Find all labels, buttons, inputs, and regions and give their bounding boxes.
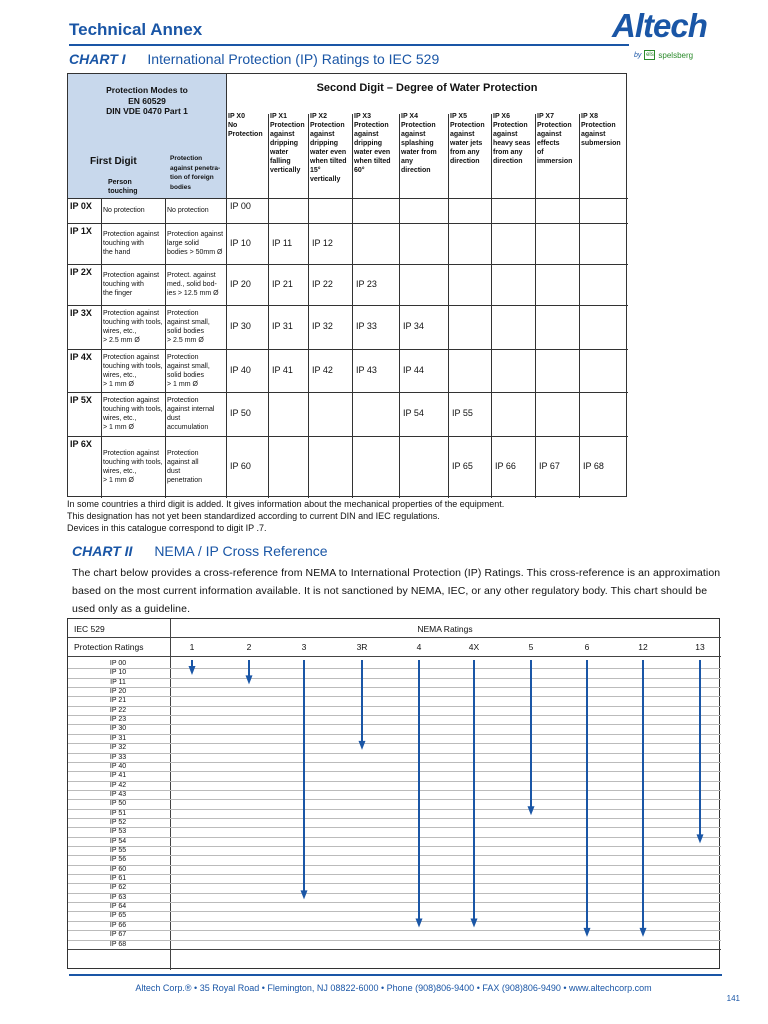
ip-code-cell: IP 40 bbox=[230, 364, 251, 375]
grid-hline bbox=[68, 264, 628, 265]
foreign-body-protection-text: Protection against internal dust accumulation bbox=[167, 397, 215, 431]
ip-rating-row-label: IP 00 bbox=[109, 660, 127, 667]
note-line: In some countries a third digit is added. It gives information about the mechanical properties of the equipment. bbox=[67, 499, 505, 509]
ip-code-cell: IP 21 bbox=[272, 278, 293, 289]
ip-rating-row-label: IP 66 bbox=[109, 921, 127, 929]
ip-code-cell: IP 30 bbox=[230, 321, 251, 331]
person-protection-text: Protection against touching with the finger bbox=[103, 272, 160, 297]
arrow-head bbox=[301, 890, 308, 899]
nema-rating-header: 6 bbox=[584, 642, 590, 652]
grid-vline bbox=[165, 198, 166, 498]
second-digit-column-header: IP X1 Protection against dripping water falling vertically bbox=[270, 113, 305, 174]
ip-rating-row-label: IP 63 bbox=[109, 893, 127, 901]
grid-vline bbox=[448, 114, 449, 498]
altech-logo-text: Altech bbox=[612, 7, 707, 44]
nema-6-arrow bbox=[584, 660, 591, 937]
chart2-intro: The chart below provides a cross-reference from NEMA to International Protection (IP) Ratings. This cross-reference is an approximation based on the most current information available. It is not sanctioned by NEMA, IEC, or any other regulatory body. This chart should be used only as a guideline. bbox=[72, 567, 721, 615]
footer-rule bbox=[69, 974, 722, 976]
second-digit-column-header: IP X6 Protection against heavy seas from any direction bbox=[493, 113, 531, 165]
header-rule bbox=[69, 44, 629, 46]
foreign-body-protection-text: Protection against small, solid bodies > 1 mm Ø bbox=[167, 353, 210, 388]
ip-rating-row-label: IP 21 bbox=[109, 697, 127, 705]
person-protection-text: Protection against touching with the hand bbox=[103, 231, 160, 256]
nema-rating-header: 2 bbox=[246, 642, 252, 652]
second-digit-heading: Second Digit – Degree of Water Protection bbox=[316, 82, 538, 94]
second-digit-column-header: IP X8 Protection against submersion bbox=[581, 113, 621, 147]
first-digit-row-label: IP 3X bbox=[70, 308, 92, 318]
ip-code-cell: IP 34 bbox=[403, 321, 424, 331]
ip-rating-row-label: IP 40 bbox=[109, 762, 127, 770]
note-line: This designation has not yet been standardized according to current DIN and IEC regulations. bbox=[67, 511, 440, 521]
nema-12-arrow bbox=[640, 660, 647, 937]
ip-rating-row-label: IP 10 bbox=[109, 669, 127, 677]
ip-code-cell: IP 44 bbox=[403, 364, 424, 375]
ip-code-cell: IP 22 bbox=[312, 278, 333, 289]
protection-modes-label: Protection Modes to EN 60529 DIN VDE 0470 Part 1 bbox=[106, 85, 188, 116]
nema-1-arrow bbox=[189, 660, 196, 675]
ip-code-cell: IP 65 bbox=[452, 460, 473, 471]
ip-rating-row-label: IP 42 bbox=[109, 781, 127, 789]
ip-code-cell: IP 60 bbox=[230, 460, 251, 471]
grid-vline bbox=[308, 114, 309, 498]
nema-5-arrow bbox=[528, 660, 535, 815]
ip-rating-row-label: IP 56 bbox=[109, 856, 127, 864]
person-protection-text: No protection bbox=[103, 207, 145, 214]
chart2-heading bbox=[72, 543, 328, 559]
person-protection-text: Protection against touching with tools, wires, etc., > 1 mm Ø bbox=[103, 449, 163, 484]
foreign-body-protection-text: Protection against small, solid bodies > 2.5 mm Ø bbox=[167, 310, 210, 344]
nema-4X-arrow bbox=[471, 660, 478, 927]
first-digit-row-label: IP 6X bbox=[70, 439, 92, 449]
foreign-body-protection-text: Protect. against med., solid bod- ies > 12.5 mm Ø bbox=[167, 272, 219, 297]
person-protection-text: Protection against touching with tools, wires, etc., > 2.5 mm Ø bbox=[103, 310, 163, 344]
nema-arrows-layer bbox=[68, 619, 721, 970]
grid-hline bbox=[68, 223, 628, 224]
page-header-title: Technical Annex bbox=[69, 20, 203, 39]
person-touching-label: Person touching bbox=[108, 179, 138, 195]
foreign-body-protection-text: No protection bbox=[167, 207, 209, 214]
arrow-head bbox=[246, 675, 253, 684]
nema-3-arrow bbox=[301, 660, 308, 899]
second-digit-column-header: IP X5 Protection against water jets from any direction bbox=[450, 113, 485, 165]
nema-3R-arrow bbox=[359, 660, 366, 750]
ip-rating-row-label: IP 55 bbox=[109, 847, 127, 854]
ip-rating-row-label: IP 50 bbox=[109, 800, 127, 808]
ip-code-cell: IP 68 bbox=[583, 460, 604, 471]
ip-rating-row-label: IP 11 bbox=[110, 678, 126, 686]
ip-rating-row-label: IP 53 bbox=[109, 828, 127, 836]
iec-label: IEC 529 bbox=[74, 624, 105, 634]
grid-vline bbox=[101, 198, 102, 498]
arrow-head bbox=[528, 806, 535, 815]
first-digit-row-label: IP 1X bbox=[70, 226, 92, 236]
foreign-body-protection-text: Protection against large solid bodies > 50mm Ø bbox=[167, 231, 224, 256]
nema-13-arrow bbox=[697, 660, 704, 843]
second-digit-column-header: IP X7 Protection against effects of immersion bbox=[537, 113, 573, 165]
grid-hline bbox=[68, 392, 628, 393]
foreign-body-protection-text: Protection against all dust penetration bbox=[167, 449, 203, 484]
ip-rating-row-label: IP 62 bbox=[109, 884, 127, 892]
grid-vline bbox=[399, 114, 400, 498]
grid-hline bbox=[68, 349, 628, 350]
second-digit-column-header: IP X0 No Protection bbox=[228, 113, 263, 138]
nema-2-arrow bbox=[246, 660, 253, 684]
first-digit-label: First Digit bbox=[90, 156, 137, 167]
nema-rating-header: 13 bbox=[695, 642, 705, 652]
ip-rating-row-label: IP 64 bbox=[109, 903, 127, 911]
grid-hline bbox=[68, 305, 628, 306]
nema-rating-header: 3 bbox=[301, 642, 307, 652]
nema-4-arrow bbox=[416, 660, 423, 927]
grid-vline bbox=[268, 114, 269, 498]
ip-rating-row-label: IP 60 bbox=[109, 865, 127, 873]
nema-rating-header: 4X bbox=[468, 642, 480, 652]
ip-rating-row-label: IP 30 bbox=[109, 725, 127, 733]
ip-code-cell: IP 42 bbox=[312, 364, 333, 375]
nema-rating-header: 4 bbox=[416, 642, 422, 652]
grid-vline bbox=[579, 114, 580, 498]
grid-vline bbox=[491, 114, 492, 498]
ip-code-cell: IP 31 bbox=[272, 321, 293, 331]
grid-vline bbox=[352, 114, 353, 498]
ip-rating-row-label: IP 31 bbox=[109, 734, 127, 742]
arrow-head bbox=[471, 918, 478, 927]
nema-rating-header: 5 bbox=[528, 642, 534, 652]
ip-ratings-table bbox=[67, 73, 627, 497]
first-digit-row-label: IP 0X bbox=[70, 201, 92, 211]
first-digit-row-label: IP 4X bbox=[70, 352, 92, 362]
ip-rating-row-label: IP 51 bbox=[109, 809, 127, 817]
ip-rating-row-label: IP 65 bbox=[109, 912, 127, 920]
spelsberg-mark: by els spelsberg bbox=[634, 50, 694, 60]
ip-rating-row-label: IP 33 bbox=[109, 753, 127, 761]
ip-code-cell: IP 54 bbox=[403, 408, 424, 418]
foreign-bodies-label: Protection against penetra- tion of foreign bodies bbox=[170, 155, 221, 191]
chart1-heading bbox=[69, 51, 439, 67]
first-digit-row-label: IP 5X bbox=[70, 395, 92, 405]
altech-logo bbox=[612, 8, 722, 68]
arrow-head bbox=[189, 666, 196, 675]
person-protection-text: Protection against touching with tools, wires, etc., > 1 mm Ø bbox=[103, 397, 163, 431]
nema-rating-header: 1 bbox=[189, 642, 195, 652]
ip-rating-row-label: IP 54 bbox=[109, 837, 127, 845]
ip-code-cell: IP 55 bbox=[452, 408, 473, 418]
nema-rating-header: 3R bbox=[356, 642, 368, 652]
protection-ratings-label: Protection Ratings bbox=[74, 642, 144, 652]
ip-rating-row-label: IP 43 bbox=[109, 790, 127, 798]
ip-code-cell: IP 11 bbox=[272, 237, 293, 248]
chart1-title: International Protection (IP) Ratings to IEC 529 bbox=[147, 51, 440, 67]
ip-rating-row-label: IP 22 bbox=[109, 706, 127, 714]
chart2-title: NEMA / IP Cross Reference bbox=[154, 543, 328, 559]
arrow-head bbox=[359, 741, 366, 750]
first-digit-row-label: IP 2X bbox=[70, 267, 92, 277]
second-digit-column-header: IP X2 Protection against dripping water even when tilted 15° vertically bbox=[310, 113, 347, 183]
ip-rating-row-label: IP 61 bbox=[109, 875, 127, 883]
page-number: 141 bbox=[726, 994, 740, 1003]
grid-vline bbox=[535, 114, 536, 498]
chart1-number: CHART I bbox=[69, 51, 126, 67]
nema-ip-table bbox=[67, 618, 720, 969]
ip-code-cell: IP 20 bbox=[230, 278, 251, 289]
grid-hline bbox=[68, 198, 628, 199]
chart2-number: CHART II bbox=[72, 543, 133, 559]
ip-code-cell: IP 41 bbox=[272, 364, 293, 375]
grid-vline bbox=[226, 74, 227, 498]
ip-code-cell: IP 00 bbox=[230, 201, 251, 211]
ip-rating-row-label: IP 68 bbox=[109, 940, 127, 948]
arrow-head bbox=[640, 928, 647, 937]
second-digit-column-header: IP X3 Protection against dripping water even when tilted 60° bbox=[354, 113, 391, 174]
ip-code-cell: IP 10 bbox=[230, 237, 251, 248]
grid-hline bbox=[68, 436, 628, 437]
ip-code-cell: IP 33 bbox=[356, 321, 377, 331]
ip-code-cell: IP 43 bbox=[356, 364, 377, 375]
arrow-head bbox=[584, 928, 591, 937]
ip-code-cell: IP 12 bbox=[312, 237, 333, 248]
footer-contact: Altech Corp.® • 35 Royal Road • Flemington, NJ 08822-6000 • Phone (908)806-9400 • FAX (908)806-9490 • www.altechcorp.com bbox=[135, 983, 652, 993]
note-line: Devices in this catalogue correspond to digit IP .7. bbox=[67, 523, 267, 533]
second-digit-column-header: IP X4 Protection against splashing water from any direction bbox=[401, 113, 437, 174]
arrow-head bbox=[697, 834, 704, 843]
chart1-notes bbox=[67, 498, 504, 534]
nema-rating-header: 12 bbox=[638, 642, 648, 652]
ip-rating-row-label: IP 32 bbox=[109, 744, 127, 752]
nema-ratings-label: NEMA Ratings bbox=[417, 624, 473, 634]
ip-rating-row-label: IP 67 bbox=[109, 931, 127, 939]
ip-rating-row-label: IP 52 bbox=[109, 818, 127, 826]
ip-code-cell: IP 50 bbox=[230, 408, 251, 418]
ip-code-cell: IP 32 bbox=[312, 321, 333, 331]
ip-rating-row-label: IP 41 bbox=[109, 772, 127, 780]
ip-code-cell: IP 67 bbox=[539, 460, 560, 471]
ip-rating-row-label: IP 20 bbox=[109, 688, 127, 696]
person-protection-text: Protection against touching with tools, wires, etc., > 1 mm Ø bbox=[103, 353, 163, 388]
ip-rating-row-label: IP 23 bbox=[109, 716, 127, 724]
ip-code-cell: IP 23 bbox=[356, 278, 377, 289]
ip-code-cell: IP 66 bbox=[495, 460, 516, 471]
arrow-head bbox=[416, 918, 423, 927]
